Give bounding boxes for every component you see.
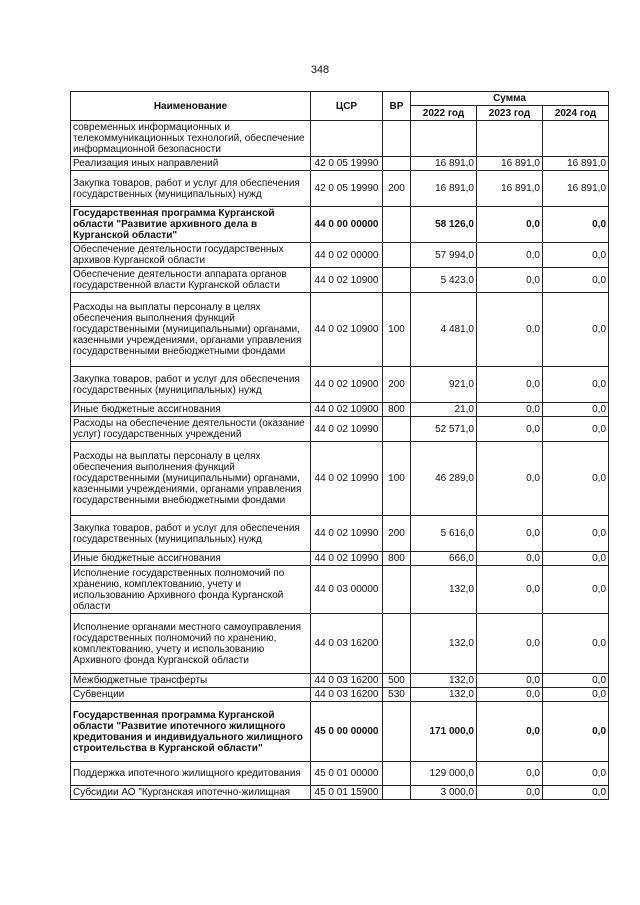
row-2023-cell: 0,0: [477, 516, 543, 552]
row-2022-cell: 21,0: [411, 403, 477, 417]
row-vr-cell: [383, 121, 411, 157]
row-2022-cell: 3 000,0: [411, 786, 477, 800]
row-name-cell: Иные бюджетные ассигнования: [71, 403, 311, 417]
row-vr-cell: 530: [383, 688, 411, 702]
row-vr-cell: [383, 207, 411, 243]
row-vr-cell: 800: [383, 403, 411, 417]
row-csr-cell: 44 0 03 16200: [311, 614, 383, 674]
table-row: [71, 516, 609, 552]
row-2022-cell: 132,0: [411, 688, 477, 702]
row-2024-cell: 0,0: [543, 268, 609, 293]
row-2022-cell: 16 891,0: [411, 157, 477, 171]
row-2022-cell: 666,0: [411, 552, 477, 566]
budget-table: [70, 91, 609, 800]
row-2022-cell: 16 891,0: [411, 171, 477, 207]
table-row: [71, 702, 609, 762]
row-csr-cell: 44 0 02 00000: [311, 243, 383, 268]
row-2023-cell: 0,0: [477, 786, 543, 800]
row-2023-cell: 0,0: [477, 293, 543, 367]
row-2022-cell: 132,0: [411, 674, 477, 688]
row-2024-cell: 16 891,0: [543, 157, 609, 171]
row-2022-cell: 58 126,0: [411, 207, 477, 243]
row-2022-cell: 921,0: [411, 367, 477, 403]
row-csr-cell: 45 0 00 00000: [311, 702, 383, 762]
table-row: [71, 157, 609, 171]
row-2024-cell: 0,0: [543, 702, 609, 762]
table-row: [71, 442, 609, 516]
row-vr-cell: 200: [383, 367, 411, 403]
row-csr-cell: 44 0 02 10900: [311, 403, 383, 417]
row-csr-cell: 44 0 00 00000: [311, 207, 383, 243]
row-vr-cell: 200: [383, 516, 411, 552]
row-vr-cell: [383, 614, 411, 674]
row-2024-cell: 0,0: [543, 293, 609, 367]
row-2023-cell: 0,0: [477, 552, 543, 566]
column-header-vr: ВР: [383, 92, 411, 121]
table-row: [71, 674, 609, 688]
row-2022-cell: 129 000,0: [411, 762, 477, 786]
table-row: [71, 268, 609, 293]
row-vr-cell: 800: [383, 552, 411, 566]
row-2023-cell: 0,0: [477, 614, 543, 674]
row-2024-cell: 0,0: [543, 367, 609, 403]
row-csr-cell: 44 0 03 16200: [311, 688, 383, 702]
table-row: [71, 121, 609, 157]
row-2024-cell: 16 891,0: [543, 171, 609, 207]
row-2023-cell: 16 891,0: [477, 171, 543, 207]
row-name-cell: Закупка товаров, работ и услуг для обеспечения государственных (муниципальных) нужд: [71, 367, 311, 403]
row-vr-cell: [383, 417, 411, 442]
row-2022-cell: 171 000,0: [411, 702, 477, 762]
row-2023-cell: 0,0: [477, 207, 543, 243]
row-csr-cell: 44 0 02 10990: [311, 516, 383, 552]
row-2023-cell: 0,0: [477, 442, 543, 516]
row-2023-cell: 0,0: [477, 674, 543, 688]
row-2023-cell: 0,0: [477, 367, 543, 403]
table-row: [71, 566, 609, 614]
row-2023-cell: 0,0: [477, 417, 543, 442]
row-vr-cell: [383, 702, 411, 762]
row-2023-cell: 0,0: [477, 243, 543, 268]
row-2024-cell: 0,0: [543, 786, 609, 800]
row-name-cell: Субсидии АО "Курганская ипотечно-жилищная: [71, 786, 311, 800]
row-2024-cell: 0,0: [543, 552, 609, 566]
row-csr-cell: 44 0 03 16200: [311, 674, 383, 688]
row-name-cell: Обеспечение деятельности государственных архивов Курганской области: [71, 243, 311, 268]
row-2022-cell: 4 481,0: [411, 293, 477, 367]
table-row: [71, 403, 609, 417]
table-row: [71, 762, 609, 786]
row-name-cell: Субвенции: [71, 688, 311, 702]
row-name-cell: Обеспечение деятельности аппарата органов государственной власти Курганской области: [71, 268, 311, 293]
row-2022-cell: 46 289,0: [411, 442, 477, 516]
row-csr-cell: 44 0 02 10990: [311, 552, 383, 566]
row-2023-cell: 0,0: [477, 403, 543, 417]
column-header-csr: ЦСР: [311, 92, 383, 121]
table-row: [71, 552, 609, 566]
row-2022-cell: 5 423,0: [411, 268, 477, 293]
table-body: [71, 121, 609, 800]
row-csr-cell: 44 0 02 10900: [311, 293, 383, 367]
row-csr-cell: 44 0 02 10900: [311, 367, 383, 403]
row-csr-cell: 44 0 02 10900: [311, 268, 383, 293]
row-2023-cell: 0,0: [477, 688, 543, 702]
row-2023-cell: 0,0: [477, 268, 543, 293]
row-name-cell: Закупка товаров, работ и услуг для обеспечения государственных (муниципальных) нужд: [71, 171, 311, 207]
row-vr-cell: [383, 786, 411, 800]
row-name-cell: Поддержка ипотечного жилищного кредитования: [71, 762, 311, 786]
column-header-2022: 2022 год: [411, 106, 477, 121]
row-2022-cell: 132,0: [411, 566, 477, 614]
row-2024-cell: 0,0: [543, 442, 609, 516]
row-vr-cell: 500: [383, 674, 411, 688]
table-row: [71, 786, 609, 800]
row-name-cell: Исполнение государственных полномочий по хранению, комплектованию, учету и использованию Архивного фонда Курганской области: [71, 566, 311, 614]
row-name-cell: Иные бюджетные ассигнования: [71, 552, 311, 566]
row-2023-cell: 0,0: [477, 762, 543, 786]
row-vr-cell: 100: [383, 442, 411, 516]
row-csr-cell: 44 0 02 10990: [311, 442, 383, 516]
table-row: [71, 614, 609, 674]
row-2022-cell: 132,0: [411, 614, 477, 674]
row-name-cell: Расходы на обеспечение деятельности (оказание услуг) государственных учреждений: [71, 417, 311, 442]
row-2022-cell: 57 994,0: [411, 243, 477, 268]
row-2024-cell: 0,0: [543, 614, 609, 674]
row-2024-cell: 0,0: [543, 762, 609, 786]
row-2024-cell: 0,0: [543, 243, 609, 268]
row-csr-cell: [311, 121, 383, 157]
row-2022-cell: [411, 121, 477, 157]
table-row: [71, 293, 609, 367]
row-2023-cell: [477, 121, 543, 157]
row-2023-cell: 0,0: [477, 702, 543, 762]
row-vr-cell: [383, 268, 411, 293]
row-csr-cell: 44 0 02 10990: [311, 417, 383, 442]
row-name-cell: Закупка товаров, работ и услуг для обеспечения государственных (муниципальных) нужд: [71, 516, 311, 552]
row-name-cell: Реализация иных направлений: [71, 157, 311, 171]
page-number: 348: [310, 64, 330, 76]
row-vr-cell: 200: [383, 171, 411, 207]
table-row: [71, 243, 609, 268]
row-2024-cell: 0,0: [543, 688, 609, 702]
row-2022-cell: 52 571,0: [411, 417, 477, 442]
column-header-2024: 2024 год: [543, 106, 609, 121]
table-row: [71, 688, 609, 702]
table-row: [71, 367, 609, 403]
row-csr-cell: 42 0 05 19990: [311, 171, 383, 207]
row-vr-cell: 100: [383, 293, 411, 367]
row-vr-cell: [383, 243, 411, 268]
row-2024-cell: 0,0: [543, 674, 609, 688]
row-2024-cell: 0,0: [543, 417, 609, 442]
row-csr-cell: 45 0 01 00000: [311, 762, 383, 786]
column-header-sum: Сумма: [411, 92, 609, 106]
row-csr-cell: 44 0 03 00000: [311, 566, 383, 614]
row-2023-cell: 16 891,0: [477, 157, 543, 171]
row-2024-cell: 0,0: [543, 207, 609, 243]
column-header-2023: 2023 год: [477, 106, 543, 121]
row-csr-cell: 45 0 01 15900: [311, 786, 383, 800]
table-row: [71, 171, 609, 207]
row-name-cell: Расходы на выплаты персоналу в целях обеспечения выполнения функций государственными (муниципальными) органами, казенными учреждениями, органами управления государственными внебюджетными фондами: [71, 293, 311, 367]
row-vr-cell: [383, 566, 411, 614]
row-name-cell: Межбюджетные трансферты: [71, 674, 311, 688]
row-csr-cell: 42 0 05 19990: [311, 157, 383, 171]
column-header-name: Наименование: [71, 92, 311, 121]
row-vr-cell: [383, 157, 411, 171]
table-row: [71, 417, 609, 442]
table-row: [71, 207, 609, 243]
row-2024-cell: 0,0: [543, 516, 609, 552]
row-vr-cell: [383, 762, 411, 786]
row-2023-cell: 0,0: [477, 566, 543, 614]
row-name-cell: Государственная программа Курганской области "Развитие архивного дела в Курганской области": [71, 207, 311, 243]
row-2024-cell: 0,0: [543, 403, 609, 417]
row-2022-cell: 5 616,0: [411, 516, 477, 552]
row-name-cell: Расходы на выплаты персоналу в целях обеспечения выполнения функций государственными (муниципальными) органами, казенными учреждениями, органами управления государственными внебюджетными фондами: [71, 442, 311, 516]
row-2024-cell: 0,0: [543, 566, 609, 614]
row-name-cell: Исполнение органами местного самоуправления государственных полномочий по хранению, комплектованию, учету и использованию Архивного фонда Курганской области: [71, 614, 311, 674]
row-name-cell: Государственная программа Курганской области "Развитие ипотечного жилищного кредитования и индивидуального жилищного строительства в Курганской области": [71, 702, 311, 762]
row-2024-cell: [543, 121, 609, 157]
row-name-cell: современных информационных и телекоммуникационных технологий, обеспечение информационной безопасности: [71, 121, 311, 157]
